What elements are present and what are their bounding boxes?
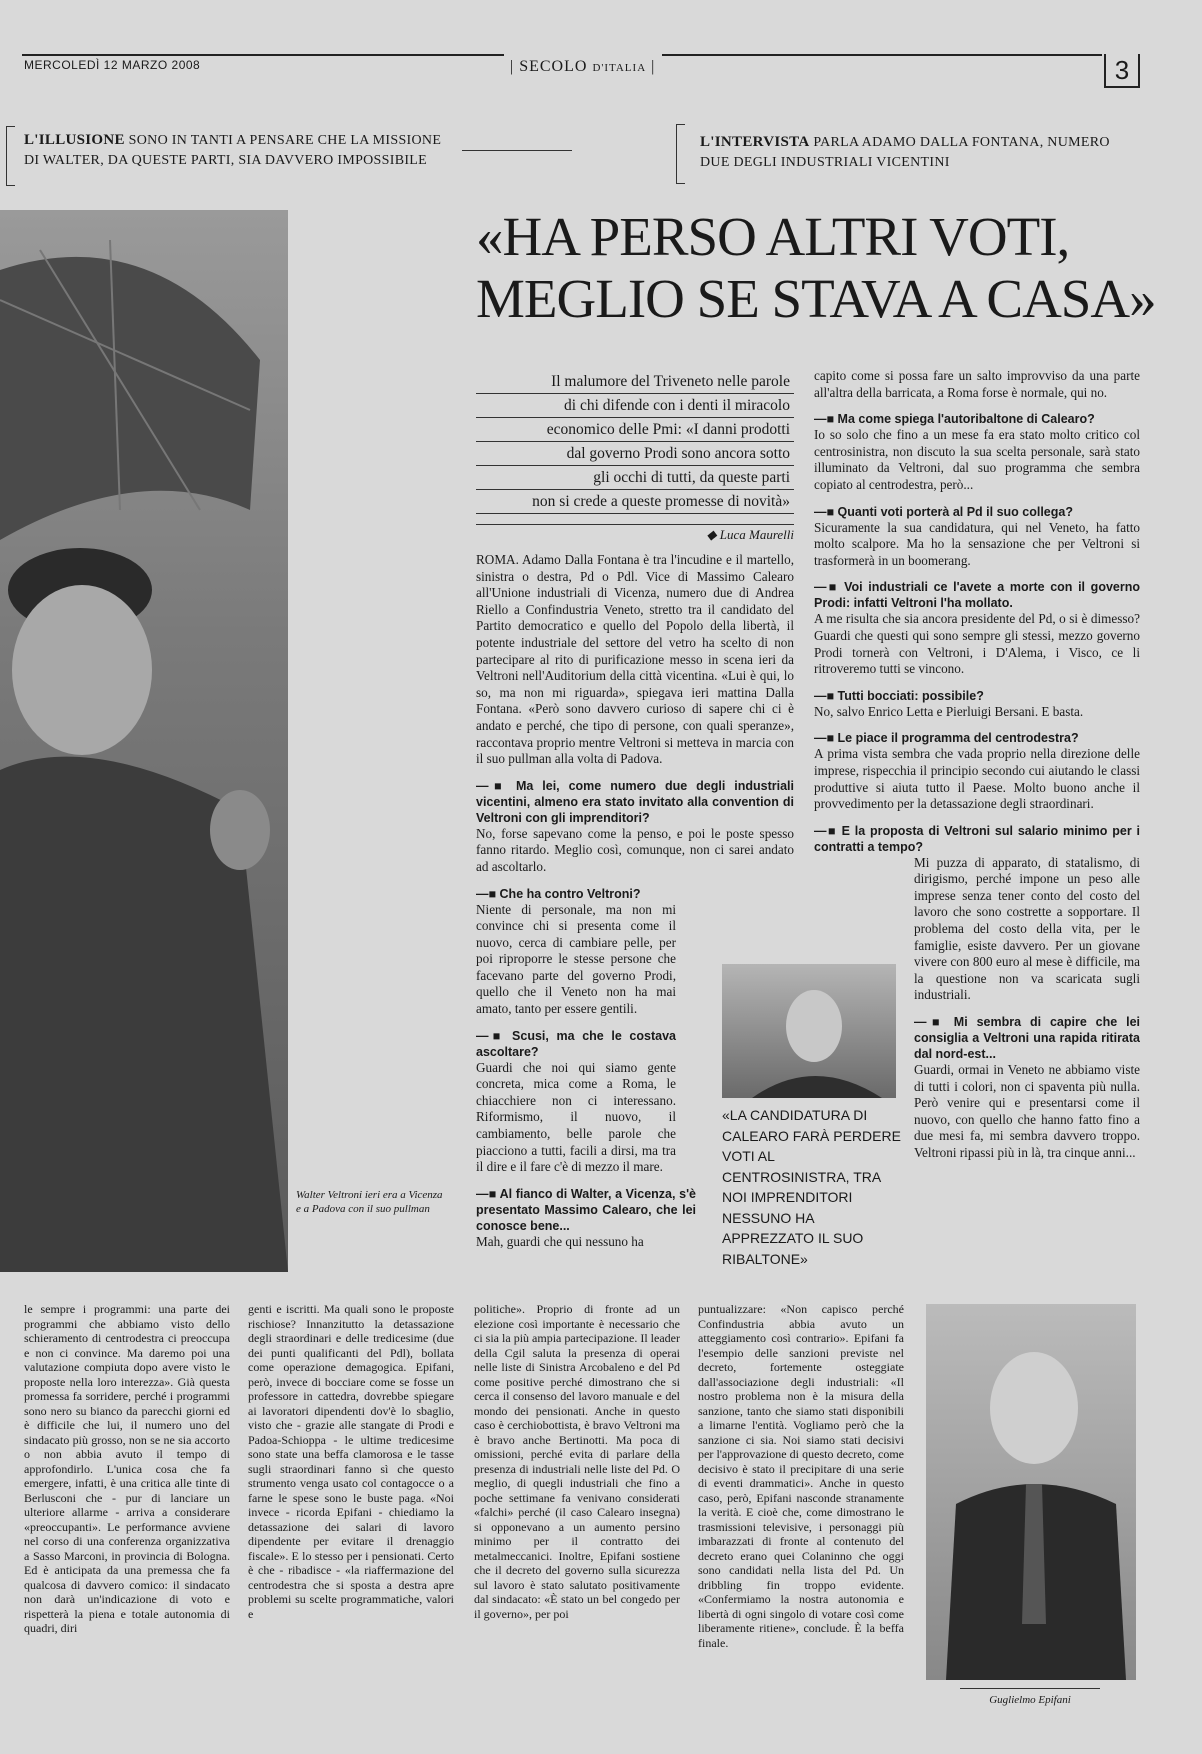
interview-answer: Sicuramente la sua candidatura, qui nel Veneto, ha fatto molto scalpore. Ma ho la sensazione che per Veltroni si trasformerà in un boomerang. bbox=[814, 519, 1140, 568]
epifani-photo-illustration bbox=[926, 1304, 1136, 1680]
interview-answer: A me risulta che sia ancora presidente del Pd, o si è dimesso? Guardi che questi qui sono sempre gli stessi, mezzo governo Prodi tornerà con Veltroni, i D'Alema, i Visco, ce li ritroveremo tutti se vincono. bbox=[814, 611, 1140, 677]
standfirst-line: di chi difende con i denti il miracolo bbox=[476, 394, 794, 418]
right-kicker-text: PARLA ADAMO DALLA FONTANA, NUMERO DUE DEGLI INDUSTRIALI VICENTINI bbox=[700, 135, 1110, 170]
standfirst-line: dal governo Prodi sono ancora sotto bbox=[476, 442, 794, 466]
interview-answer: Guardi che noi qui siamo gente concreta, mica come a Roma, le chiacchiere non ci interessano. Riformismo, il nuovo, il cambiamento, belle parole che piacciono a tutti, facili a dirsi, ma tra il dire e il fare c'è di mezzo il mare. bbox=[476, 1059, 676, 1175]
left-kicker bbox=[24, 130, 454, 171]
interview-question: —■ E la proposta di Veltroni sul salario minimo per i contratti a tempo? bbox=[814, 823, 1140, 855]
headline-line-1: «HA PERSO ALTRI VOTI, bbox=[476, 206, 1070, 267]
bottom-column-2: genti e iscritti. Ma quali sono le proposte rischiose? Innanzitutto la detassazione degli straordinari e delle tredicesime (due dei punti qualificanti del Pdl), bollata come operazione demagogica. Epifani, però, invece di bocciare come se fosse un professore in cattedra, dovrebbe spiegare ai lavoratori dipendenti dov'è lo sbaglio, visto che - grazie alle stangate di Prodi e Padoa-Schioppa - le ultime tredicesime sono state una beffa clamorosa e le tasse sugli straordinari fanno sì che questo strumento venga usato col contagocce o a farne le spese sono le buste paga. «Noi invece - ricorda Epifani - chiediamo la detassazione dei salari di lavoro dipendente per evitare il drenaggio fiscale». E lo stesso per i pensionati. Certo è che - ribadisce - «la riaffermazione del centrodestra che si sposta a destra apre problemi su scelte programmatiche, valori e bbox=[248, 1302, 454, 1621]
interview-question: —■ Quanti voti porterà al Pd il suo collega? bbox=[814, 504, 1140, 520]
interview-question: —■ Voi industriali ce l'avete a morte con il governo Prodi: infatti Veltroni l'ha mollato. bbox=[814, 579, 1140, 611]
kicker-divider bbox=[462, 150, 572, 151]
right-kicker-label: L'INTERVISTA bbox=[700, 134, 810, 150]
article-column-2 bbox=[814, 368, 1140, 1274]
interview-answer: No, salvo Enrico Letta e Pierluigi Bersani. E basta. bbox=[814, 703, 1084, 719]
interview-answer: Niente di personale, ma non mi convince chi si presenta come il nuovo, cerca di cambiare pelle, per poi riproporre le stesse persone che facevano parte del governo Prodi, quello che il Veneto non ha mai amato, tanto per essere gentili. bbox=[476, 901, 676, 1017]
bottom-column-1: le sempre i programmi: una parte dei programmi che abbiamo visto dello schieramento di centrodestra ci preoccupa e non ci convince. Ma daremo poi una valutazione compiuta dopo avere visto le proposte nella loro interezza». Già questa promessa fa sorridere, perché i programmi sono nero su bianco da parecchi giorni ed è difficile che lui, il numero uno del sindacato più grosso, non se ne sia accorto o non abbia avuto il tempo di approfondirlo. L'unica cosa che fa emergere, infatti, è una critica alle tinte di Berlusconi che - pur di lanciare un ulteriore allarme - arriva a considerare «preoccupanti». Le performance avviene nel corso di una conferenza organizzativa a Sasso Marconi, in provincia di Bologna. Ed è anticipata da una premessa che fa qualcosa di davvero comico: il sindacato non darà un'indicazione di voto e rispetterà la piena e totale autonomia di quadri, diri bbox=[24, 1302, 230, 1635]
interview-answer: capito come si possa fare un salto improvviso da una parte all'altra della barricata, a Roma forse è normale, qui no. bbox=[814, 368, 1140, 400]
headline-line-2: MEGLIO SE STAVA A CASA» bbox=[476, 268, 1156, 329]
interview-question: —■ Le piace il programma del centrodestra? bbox=[814, 730, 1140, 746]
main-photo-caption: Walter Veltroni ieri era a Vicenza e a Padova con il suo pullman bbox=[296, 1189, 443, 1215]
main-photo-illustration bbox=[0, 210, 288, 1272]
article-intro: ROMA. Adamo Dalla Fontana è tra l'incudine e il martello, sinistra o destra, Pd o Pdl. Vice di Massimo Calearo all'Unione industriali di Vicenza, numero due di Andrea Riello a Confindustria Veneto, stretto tra il candidato del Partito democratico e quello del Popolo della libertà, il potente industriale del settore del vetro ha scelto di non partecipare al rito di purificazione messo in scena ieri da Veltroni nell'Auditorium della città vicentina. «Lui è qui, lo so, ma non mi riguarda», spiegava ieri mattina Dalla Fontana. «Però sono davvero curioso di sapere chi ci è andato e perché, che tipo di persone, con quali speranze», raccontava proprio mentre Veltroni si metteva in marcia con il suo pullman alla volta di Padova. bbox=[476, 552, 794, 767]
interview-answer: No, forse sapevano come la penso, e poi le poste spesso fanno ritardo. Meglio così, comunque, non ci sarei andato ad ascoltarlo. bbox=[476, 825, 794, 874]
interview-question: —■ Scusi, ma che le costava ascoltare? bbox=[476, 1028, 676, 1060]
kicker-bracket-left bbox=[6, 126, 15, 186]
left-kicker-label: L'ILLUSIONE bbox=[24, 132, 125, 148]
standfirst bbox=[476, 370, 794, 514]
interview-question: —■ Tutti bocciati: possibile? bbox=[814, 688, 1140, 704]
interview-question: —■ Che ha contro Veltroni? bbox=[476, 886, 794, 902]
interview-question: —■ Ma come spiega l'autoribaltone di Calearo? bbox=[814, 411, 1140, 427]
face bbox=[12, 585, 152, 755]
interview-answer: Mah, guardi che qui nessuno ha bbox=[476, 1233, 644, 1249]
right-kicker bbox=[700, 132, 1120, 173]
interview-answer: Io so solo che fino a un mese fa era stato molto critico col centrosinistra, non discuto la sua scelta personale, sarà stato illuminato da Veltroni, dal suo programma che sembra copiato al centrodestra, però... bbox=[814, 427, 1140, 492]
interview-answer: A prima vista sembra che vada proprio nella direzione delle imprese, rispecchia il principio secondo cui aiutando le classi produttive si aiuta tutto il Paese. Molto buono anche il provvedimento per la detassazione degli straordinari. bbox=[814, 746, 1140, 812]
header-rule-right bbox=[662, 54, 1102, 56]
byline: ◆ Luca Maurelli bbox=[476, 524, 794, 543]
main-photo bbox=[0, 210, 288, 1272]
pull-quote: «LA CANDIDATURA DI CALEARO FARÀ PERDERE VOTI AL CENTROSINISTRA, TRA NOI IMPRENDITORI NESSUNO HA APPREZZATO IL SUO RIBALTONE» bbox=[722, 1107, 901, 1267]
standfirst-line: economico delle Pmi: «I danni prodotti bbox=[476, 418, 794, 442]
headline bbox=[476, 206, 1166, 330]
page-number: 3 bbox=[1104, 54, 1140, 88]
standfirst-line: non si crede a queste promesse di novità» bbox=[476, 490, 794, 514]
left-kicker-text: SONO IN TANTI A PENSARE CHE LA MISSIONE DI WALTER, DA QUESTE PARTI, SIA DAVVERO IMPOSSIBILE bbox=[24, 133, 442, 168]
issue-date: MERCOLEDÌ 12 MARZO 2008 bbox=[24, 58, 201, 72]
interview-answer: Guardi, ormai in Veneto ne abbiamo viste di tutti i colori, non ci spaventa più nulla. Però venire qui e presentarsi come il nuovo, con quello che hanno fatto fino a due mesi fa, mi sembra davvero troppo. Veltroni ripassi più in là, tra cinque anni... bbox=[914, 1062, 1140, 1160]
interview-question: —■ Al fianco di Walter, a Vicenza, s'è presentato Massimo Calearo, che lei conosce bene... bbox=[476, 1186, 696, 1234]
interview-question: —■ Ma lei, come numero due degli industriali vicentini, almeno era stato invitato alla convention di Veltroni con gli imprenditori? bbox=[476, 778, 794, 826]
epifani-photo-caption: Guglielmo Epifani bbox=[960, 1688, 1100, 1707]
standfirst-line: gli occhi di tutti, da queste parti bbox=[476, 466, 794, 490]
header-rule-left bbox=[22, 54, 504, 56]
umbrella-shape bbox=[0, 257, 260, 540]
interview-answer: Mi puzza di apparato, di statalismo, di dirigismo, perché impone un peso alle imprese senza tener conto del costo del lavoro che sono costrette a sopportare. Il problema del costo della vita, per le famiglie, esiste davvero. Per un giovane vivere con 800 euro al mese è difficile, ma la questione non va scaricata sugli industriali. bbox=[914, 854, 1140, 1003]
interview-question: —■ Mi sembra di capire che lei consiglia a Veltroni una rapida ritirata dal nord-est... bbox=[914, 1014, 1140, 1062]
bottom-column-3: politiche». Proprio di fronte ad un elezione così importante è necessario che ci sia la più ampia partecipazione. Il leader della Cgil saluta la presenza di operai nelle liste di Sinistra Arcobaleno e del Pd come positive perché dimostrano che si cerca il consenso del lavoro manuale e del mondo dei pensionati. Anche in questo caso è cerchiobottista, è bravo Veltroni ma è bravo anche Bertinotti. Ma poca di omissioni, perché evita di parlare della presenza di industriali nelle liste del Pd. O meglio, di quegli industriali che fino a poche settimane fa venivano considerati «falchi» perché (il caso Calearo insegna) si opponevano a un aumento persino minimo per il contratto dei metalmeccanici. Inoltre, Epifani sostiene che il decreto del governo sulla sicurezza sul lavoro è stato salutato positivamente dal sindacato: «È stato un bel congedo per il governo», per poi bbox=[474, 1302, 680, 1621]
newspaper-name: | SECOLO D'ITALIA | bbox=[510, 58, 656, 75]
bottom-column-4: puntualizzare: «Non capisco perché Confindustria abbia avuto un atteggiamento così contrario». Epifani fa l'esempio delle sanzioni previste nel decreto, fortemente osteggiate dall'associazione degli industriali: «Il nostro problema non è la misura della sanzione, tanto che siamo stati disponibili a limarne l'entità. Vogliamo però che la sanzione ci sia. Noi siamo stati decisivi per l'approvazione di questo decreto, come decisivo è stato il precipitare di una serie di eventi drammatici». Anche in questo caso, però, Epifani nasconde stranamente la verità. E cioè che, come dimostrano le trasmissioni televisive, i personaggi più imbarazzati di fronte al contenuto del decreto erano quei Colaninno che oggi sono candidati nella lista del Pd. Un dribbling fin troppo evidente. «Confermiamo la nostra autonomia e libertà di ogni singolo di votare così come liberamente ritiene», conclude. È la beffa finale. bbox=[698, 1302, 904, 1650]
epifani-photo bbox=[926, 1304, 1136, 1680]
kicker-bracket-right bbox=[676, 124, 685, 184]
standfirst-line: Il malumore del Triveneto nelle parole bbox=[476, 370, 794, 394]
